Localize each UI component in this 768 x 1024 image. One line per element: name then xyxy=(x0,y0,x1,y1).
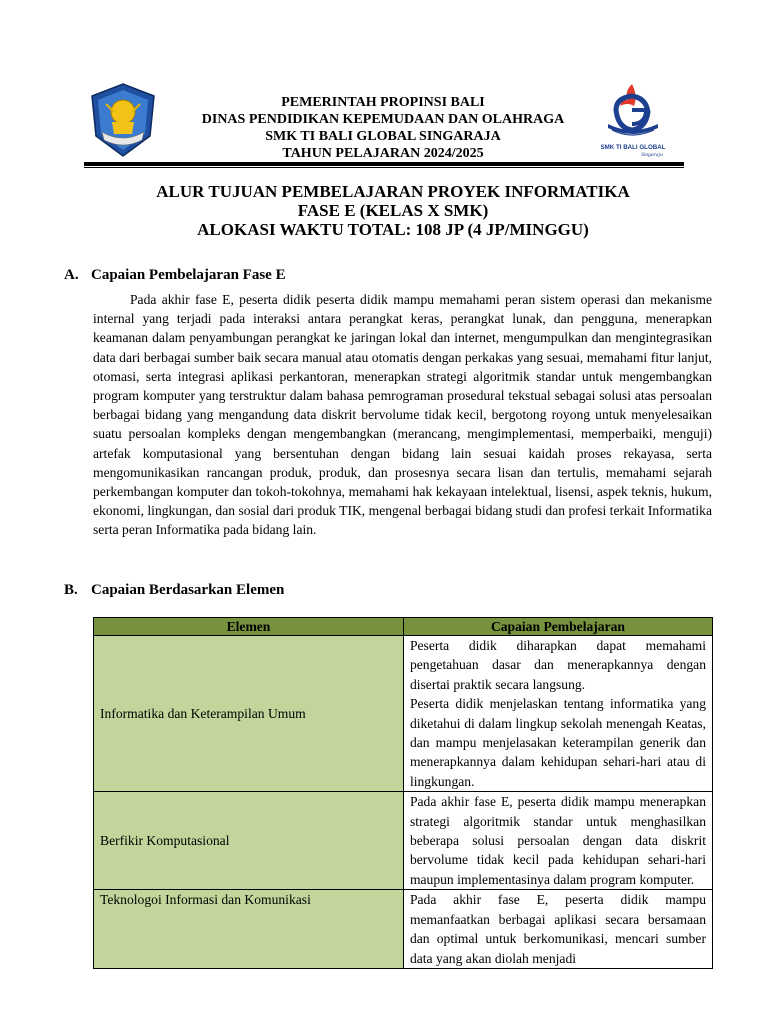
table-row xyxy=(94,792,713,890)
letterhead-rule-thin xyxy=(84,167,684,168)
section-b-heading xyxy=(64,581,284,599)
column-header-elemen: Elemen xyxy=(94,618,404,636)
letterhead xyxy=(84,78,674,164)
table-row xyxy=(94,636,713,792)
provincial-emblem-icon xyxy=(88,82,158,158)
section-b-number: B. xyxy=(64,582,78,598)
header-line-government: PEMERINTAH PROPINSI BALI xyxy=(281,95,485,110)
capaian-table xyxy=(93,617,713,969)
school-logo-subtext: Singaraja xyxy=(641,152,663,158)
column-header-capaian: Capaian Pembelajaran xyxy=(403,618,712,636)
section-a-heading xyxy=(64,266,286,284)
school-logo-text: SMK TI BALI GLOBAL xyxy=(600,144,666,151)
title-line-3: ALOKASI WAKTU TOTAL: 108 JP (4 JP/MINGGU) xyxy=(197,220,589,239)
header-line-agency: DINAS PENDIDIKAN KEPEMUDAAN DAN OLAHRAGA xyxy=(201,112,565,127)
header-line-year: TAHUN PELAJARAN 2024/2025 xyxy=(282,146,484,161)
school-logo-icon xyxy=(594,80,672,160)
section-a-paragraph: Pada akhir fase E, peserta didik peserta didik mampu memahami peran sistem operasi dan mekanisme internal yang terjadi pada interaksi antara perangkat keras, perangkat lunak, dan pengguna, menerapkan keamanan dalam penyambungan perangkat ke jaringan lokal dan internet, mengumpulkan dan mengintegrasikan data dari berbagai sumber baik secara manual atau otomatis dengan perkakas yang sesuai, memahami fitur lanjut, otomasi, serta integrasi aplikasi perkantoran, menerapkan strategi algoritmik standar untuk mengembangkan program komputer yang terstruktur dalam bahasa pemrograman prosedural tekstual sebagai solusi atas persoalan berbagai bidang yang mengandung data diskrit bervolume tidak kecil, bergotong royong untuk menyelesaikan suatu persoalan kompleks dengan mengembangkan (merancang, mengimplementasi, memperbaiki, menguji) artefak komputasional yang bersentuhan dengan bidang lain sesuai kaidah proses rekayasa, serta mengomunikasikan rancangan produk, produk, dan prosesnya secara lisan dan tertulis, memahami sejarah perkembangan komputer dan tokoh-tokohnya, memahami hak kekayaan intelektual, lisensi, aspek teknis, hukum, ekonomi, lingkungan, dan sosial dari produk TIK, mengenal berbagai bidang studi dan profesi terkait Informatika serta peran Informatika pada bidang lain. xyxy=(93,292,712,538)
capaian-text: Pada akhir fase E, peserta didik mampu memanfaatkan berbagai aplikasi secara bersamaan dan optimal untuk berkomunikasi, mencari sumber data yang akan diolah menjadi xyxy=(409,892,706,966)
elemen-cell: Berfikir Komputasional xyxy=(94,792,404,890)
letterhead-rule-thick xyxy=(84,162,684,166)
table-header-row xyxy=(94,618,713,636)
capaian-cell xyxy=(403,792,712,890)
title-line-1: ALUR TUJUAN PEMBELAJARAN PROYEK INFORMATIKA xyxy=(156,182,630,201)
capaian-cell xyxy=(403,890,712,969)
table-row xyxy=(94,890,713,969)
section-a-number: A. xyxy=(64,267,79,283)
capaian-cell xyxy=(403,636,712,792)
elemen-cell: Teknologoi Informasi dan Komunikasi xyxy=(94,890,404,969)
capaian-text: Peserta didik diharapkan dapat memahami pengetahuan dasar dan menerapkannya dengan disertai praktik secara langsung. xyxy=(409,638,706,692)
header-line-school: SMK TI BALI GLOBAL SINGARAJA xyxy=(265,129,501,144)
document-title xyxy=(60,182,726,239)
capaian-text: Peserta didik menjelaskan tentang informatika yang diketahui di dalam lingkup sekolah menengah Keatas, dan mampu menjelasakan keterampilan generik dan menerapkannya dalam kehidupan sehari-hari atau di lingkungan. xyxy=(409,696,706,789)
section-b-title: Capaian Berdasarkan Elemen xyxy=(91,582,285,598)
title-line-2: FASE E (KELAS X SMK) xyxy=(297,201,489,220)
capaian-text: Pada akhir fase E, peserta didik mampu menerapkan strategi algoritmik standar untuk menghasilkan beberapa solusi persoalan dengan data diskrit bervolume tidak kecil pada kehidupan sehari-hari maupun implementasinya dalam program komputer. xyxy=(409,794,706,887)
section-a-title: Capaian Pembelajaran Fase E xyxy=(91,267,286,283)
elemen-cell: Informatika dan Keterampilan Umum xyxy=(94,636,404,792)
